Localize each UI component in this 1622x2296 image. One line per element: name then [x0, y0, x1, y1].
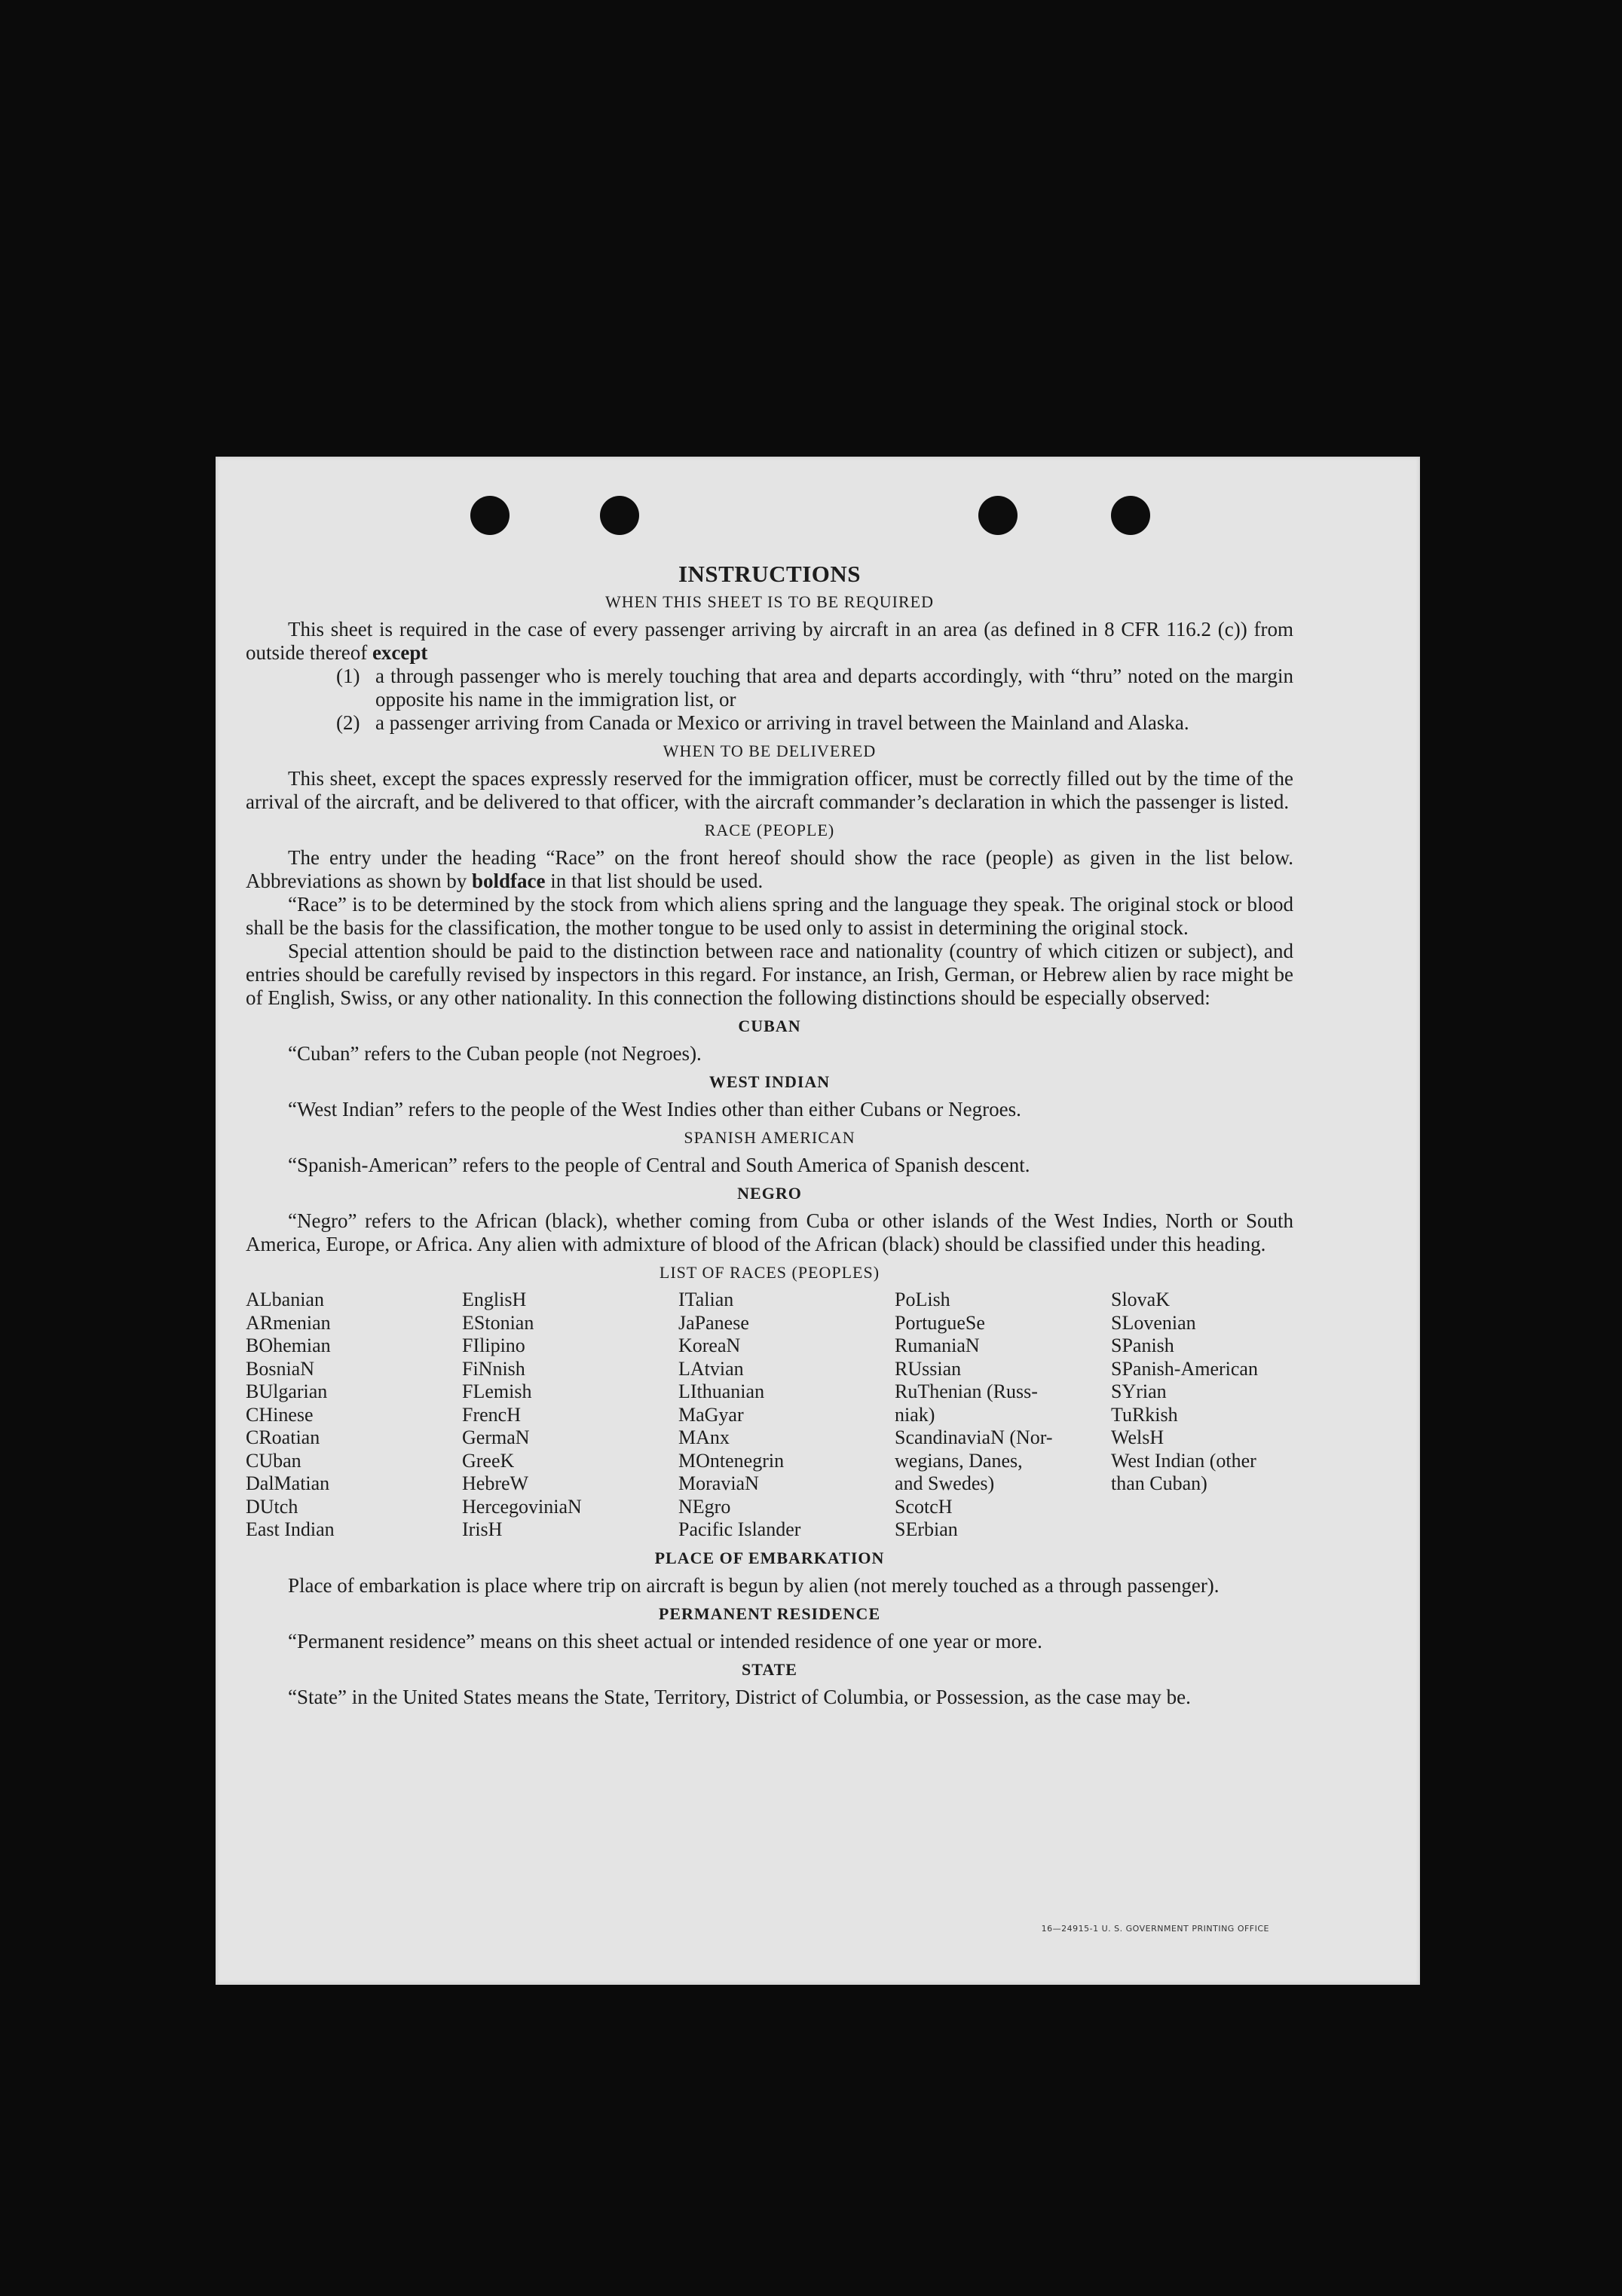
- section-heading-race: RACE (PEOPLE): [704, 821, 835, 839]
- spanish-american-paragraph: “Spanish-American” refers to the people of Central and South America of Spanish descent.: [288, 1154, 1030, 1176]
- race-entry: LAtvian: [678, 1357, 744, 1380]
- except-text: except: [372, 641, 428, 664]
- race-entry: West Indian (other than Cuban): [1111, 1449, 1256, 1494]
- punch-hole: [600, 496, 639, 535]
- race-entry: SLovenian: [1111, 1311, 1196, 1334]
- race-entry: BOhemian: [246, 1334, 331, 1356]
- race-entry: SlovaK: [1111, 1289, 1170, 1310]
- race-entry: Pacific Islander: [678, 1518, 801, 1540]
- race-entry: CHinese: [246, 1403, 314, 1426]
- state-paragraph: “State” in the United States means the State, Territory, District of Columbia, or Possession, as the case may be.: [288, 1685, 1191, 1708]
- races-column: [1111, 1289, 1307, 1542]
- race-entry: DUtch: [246, 1495, 298, 1518]
- race-entry: DalMatian: [246, 1472, 330, 1494]
- printing-office-code: 16—24915-1 U. S. GOVERNMENT PRINTING OFFICE: [1041, 1924, 1269, 1934]
- race-entry: ALbanian: [246, 1289, 324, 1310]
- races-column: [678, 1289, 895, 1542]
- race-entry: CRoatian: [246, 1426, 320, 1448]
- section-heading-residence: PERMANENT RESIDENCE: [658, 1604, 881, 1623]
- race-text: The entry under the heading “Race” on the front hereof should show the race (people) as given in the list below. Abbreviations as shown by: [246, 846, 1293, 892]
- race-entry: HebreW: [462, 1472, 529, 1494]
- race-entry: BosniaN: [246, 1357, 314, 1380]
- section-heading-required: WHEN THIS SHEET IS TO BE REQUIRED: [605, 592, 934, 611]
- negro-paragraph: “Negro” refers to the African (black), whether coming from Cuba or other islands of the West Indies, North or South America, Europe, or Africa. Any alien with admixture of blood of the African (black) should be classified under this heading.: [246, 1209, 1293, 1255]
- race-entry: EnglisH: [462, 1289, 527, 1310]
- instructions-body: [246, 562, 1293, 1709]
- race-entry: KoreaN: [678, 1334, 741, 1356]
- item-number: (2): [336, 711, 360, 734]
- race-entry: CUban: [246, 1449, 301, 1472]
- races-column: [246, 1289, 462, 1542]
- race-entry: ITalian: [678, 1289, 734, 1310]
- race-entry: HercegoviniaN: [462, 1495, 582, 1518]
- punch-hole: [470, 496, 510, 535]
- embarkation-paragraph: Place of embarkation is place where trip on aircraft is begun by alien (not merely touched as a through passenger).: [288, 1573, 1220, 1597]
- race-entry: ScandinaviaN (Nor- wegians, Danes, and Swedes): [895, 1426, 1053, 1494]
- boldface-text: boldface: [471, 870, 546, 892]
- race-entry: FIlipino: [462, 1334, 525, 1356]
- section-heading-west-indian: WEST INDIAN: [708, 1072, 831, 1091]
- race-entry: MaGyar: [678, 1403, 744, 1426]
- race-entry: TuRkish: [1111, 1403, 1178, 1426]
- race-entry: RumaniaN: [895, 1334, 980, 1356]
- race-paragraph-2: “Race” is to be determined by the stock from which aliens spring and the language they speak. The original stock or blood shall be the basis for the classification, the mother tongue to be used only to assist in determining the original stock.: [246, 893, 1293, 939]
- race-entry: SErbian: [895, 1518, 958, 1540]
- race-entry: ScotcH: [895, 1495, 953, 1518]
- race-entry: ARmenian: [246, 1311, 331, 1334]
- cuban-paragraph: “Cuban” refers to the Cuban people (not Negroes).: [288, 1042, 702, 1065]
- race-entry: EStonian: [462, 1311, 534, 1334]
- race-entry: NEgro: [678, 1495, 731, 1518]
- races-column: [462, 1289, 678, 1542]
- punch-hole: [1111, 496, 1150, 535]
- section-heading-cuban: CUBAN: [738, 1017, 801, 1035]
- race-entry: GermaN: [462, 1426, 530, 1448]
- item-number: (1): [336, 665, 360, 687]
- section-heading-negro: NEGRO: [737, 1184, 802, 1203]
- section-heading-state: STATE: [742, 1659, 797, 1679]
- races-list: [246, 1289, 1293, 1542]
- race-text: in that list should be used.: [545, 870, 764, 892]
- section-heading-spanish-american: SPANISH AMERICAN: [684, 1128, 855, 1147]
- race-entry: BUlgarian: [246, 1380, 328, 1402]
- race-entry: SPanish: [1111, 1334, 1174, 1356]
- delivered-paragraph: This sheet, except the spaces expressly reserved for the immigration officer, must be correctly filled out by the time of the arrival of the aircraft, and be delivered to that officer, with the aircraft commander’s declaration in which the passenger is listed.: [246, 767, 1293, 813]
- races-column: [895, 1289, 1111, 1542]
- page-title: INSTRUCTIONS: [678, 561, 861, 587]
- race-entry: SPanish-American: [1111, 1357, 1258, 1380]
- race-entry: PoLish: [895, 1289, 950, 1310]
- race-entry: East Indian: [246, 1518, 335, 1540]
- race-entry: LIthuanian: [678, 1380, 765, 1402]
- section-heading-races-list: LIST OF RACES (PEOPLES): [659, 1263, 880, 1282]
- punch-hole: [978, 496, 1018, 535]
- race-entry: MOntenegrin: [678, 1449, 785, 1472]
- race-paragraph-3: Special attention should be paid to the distinction between race and nationality (country of which citizen or subject), and entries should be carefully revised by inspectors in this regard. For instance, an Irish, German, or Hebrew alien by race might be of English, Swiss, or any other nationality. In this connection the following distinctions should be especially observed:: [246, 940, 1293, 1009]
- required-paragraph: [246, 618, 1293, 665]
- residence-paragraph: “Permanent residence” means on this sheet actual or intended residence of one year or more.: [288, 1629, 1042, 1652]
- west-indian-paragraph: “West Indian” refers to the people of the West Indies other than either Cubans or Negroes.: [288, 1098, 1021, 1120]
- section-heading-embarkation: PLACE OF EMBARKATION: [654, 1548, 885, 1567]
- race-entry: PortugueSe: [895, 1311, 985, 1334]
- item-text: a passenger arriving from Canada or Mexico or arriving in travel between the Mainland and Alaska.: [375, 711, 1189, 734]
- list-item: [246, 711, 1293, 735]
- race-entry: FrencH: [462, 1403, 521, 1426]
- race-entry: RuThenian (Russ- niak): [895, 1380, 1038, 1426]
- race-entry: WelsH: [1111, 1426, 1164, 1448]
- race-entry: SYrian: [1111, 1380, 1167, 1402]
- race-entry: GreeK: [462, 1449, 515, 1472]
- race-entry: FiNnish: [462, 1357, 525, 1380]
- race-entry: JaPanese: [678, 1311, 749, 1334]
- race-paragraph-1: [246, 846, 1293, 893]
- race-entry: IrisH: [462, 1518, 503, 1540]
- section-heading-delivered: WHEN TO BE DELIVERED: [663, 741, 877, 760]
- race-entry: FLemish: [462, 1380, 532, 1402]
- race-entry: MoraviaN: [678, 1472, 759, 1494]
- list-item: [246, 665, 1293, 711]
- item-text: a through passenger who is merely touching that area and departs accordingly, with “thru” noted on the margin opposite his name in the immigration list, or: [375, 665, 1293, 711]
- race-entry: RUssian: [895, 1357, 962, 1380]
- race-entry: MAnx: [678, 1426, 730, 1448]
- document-sheet: [216, 457, 1420, 1985]
- required-text: This sheet is required in the case of every passenger arriving by aircraft in an area (as defined in 8 CFR 116.2 (c)) from outside thereof: [246, 618, 1293, 664]
